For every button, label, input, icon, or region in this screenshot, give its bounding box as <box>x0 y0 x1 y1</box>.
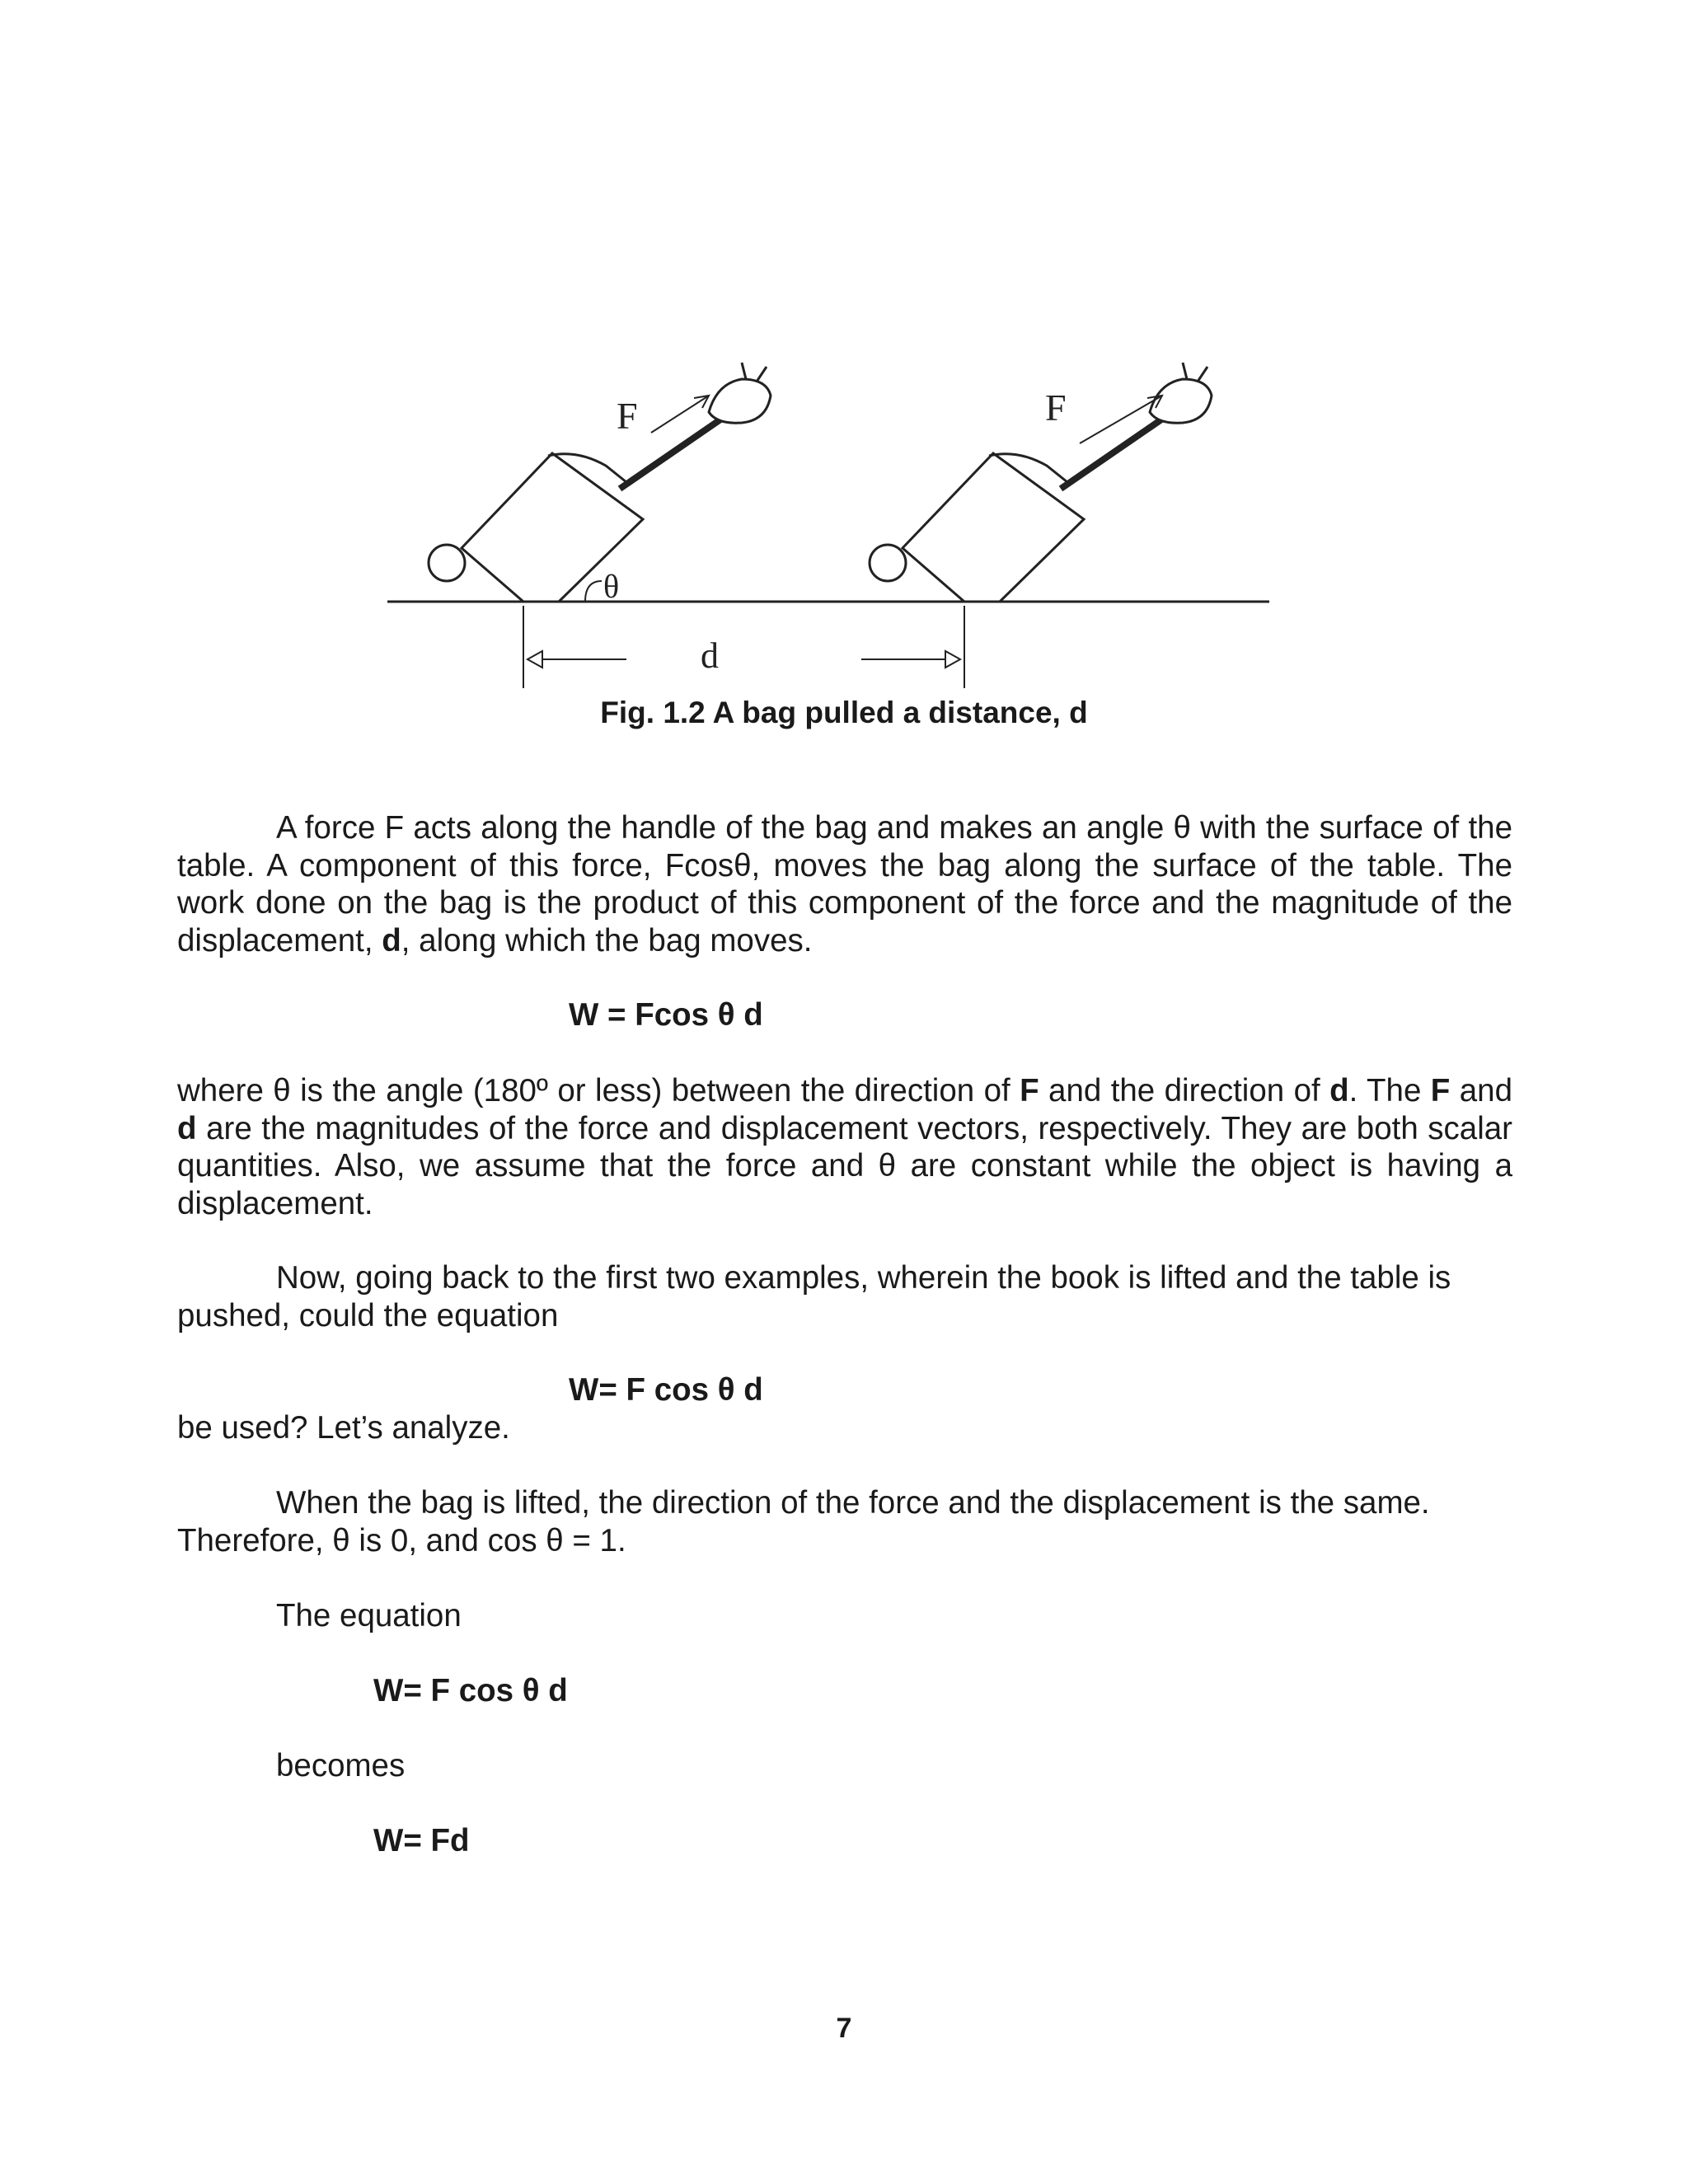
text-run: are the magnitudes of the force and displacement vectors, respectively. They are both scalar quantities. Also, we assume that the force and θ are constant while the object is having a displacement. <box>177 1110 1512 1221</box>
paragraph-theta-definition <box>177 1072 1512 1222</box>
equation-work-3: W= F cos θ d <box>373 1673 568 1708</box>
text-run: A force F acts along the handle of the bag and makes an angle θ with the surface of the table. A component of this force, Fcosθ, moves the bag along the surface of the table. The work done on the bag is the product of this component of the force and the magnitude of the displacement, <box>177 810 1512 958</box>
text-run: , along which the bag moves. <box>401 922 813 958</box>
paragraph-analyze: be used? Let’s analyze. <box>177 1410 510 1446</box>
bag-diagram <box>379 334 1302 705</box>
text-becomes: becomes <box>276 1748 406 1783</box>
distance-arrowhead-left <box>528 651 542 668</box>
paragraph-examples: Now, going back to the first two examples, wherein the book is lifted and the table is pushed, could the equation <box>177 1260 1451 1333</box>
bold-term: d <box>382 922 401 958</box>
bag-handle-2 <box>1061 416 1166 489</box>
bold-term: d <box>1329 1073 1349 1108</box>
paragraph-force-description <box>177 809 1512 959</box>
bold-term: d <box>177 1110 197 1146</box>
force-label-2: F <box>1045 387 1067 429</box>
page-number: 7 <box>836 2013 852 2044</box>
text-the-equation: The equation <box>276 1598 462 1633</box>
figure-caption: Fig. 1.2 A bag pulled a distance, d <box>600 696 1088 729</box>
equation-work: W = Fcos θ d <box>569 997 763 1033</box>
bag-body-2 <box>903 453 1084 602</box>
distance-arrowhead-right <box>945 651 960 668</box>
bag-pulled-figure <box>379 334 1302 705</box>
angle-label: θ <box>603 568 620 605</box>
hand-1 <box>709 379 771 423</box>
equation-work-2: W= F cos θ d <box>569 1372 763 1408</box>
text-run: and <box>1450 1073 1512 1108</box>
equation-work-simplified: W= Fd <box>373 1823 470 1858</box>
distance-label: d <box>701 635 719 676</box>
text-run: and the direction of <box>1039 1073 1330 1108</box>
hand-fingers-2 <box>1183 363 1207 382</box>
hand-fingers-1 <box>742 363 767 382</box>
bold-term: F <box>1020 1073 1039 1108</box>
force-label-1: F <box>617 395 638 437</box>
force-arrow-1 <box>651 396 709 433</box>
paragraph-lifted: When the bag is lifted, the direction of the force and the displacement is the same. Therefore, θ is 0, and cos θ = 1. <box>177 1485 1430 1558</box>
angle-arc <box>585 581 602 602</box>
force-arrow-2 <box>1080 396 1162 443</box>
text-run: where θ is the angle (180º or less) between the direction of <box>177 1073 1020 1108</box>
bold-term: F <box>1430 1073 1451 1108</box>
bag-wheel-1 <box>429 545 465 581</box>
text-run: . The <box>1348 1073 1431 1108</box>
bag-wheel-2 <box>870 545 906 581</box>
